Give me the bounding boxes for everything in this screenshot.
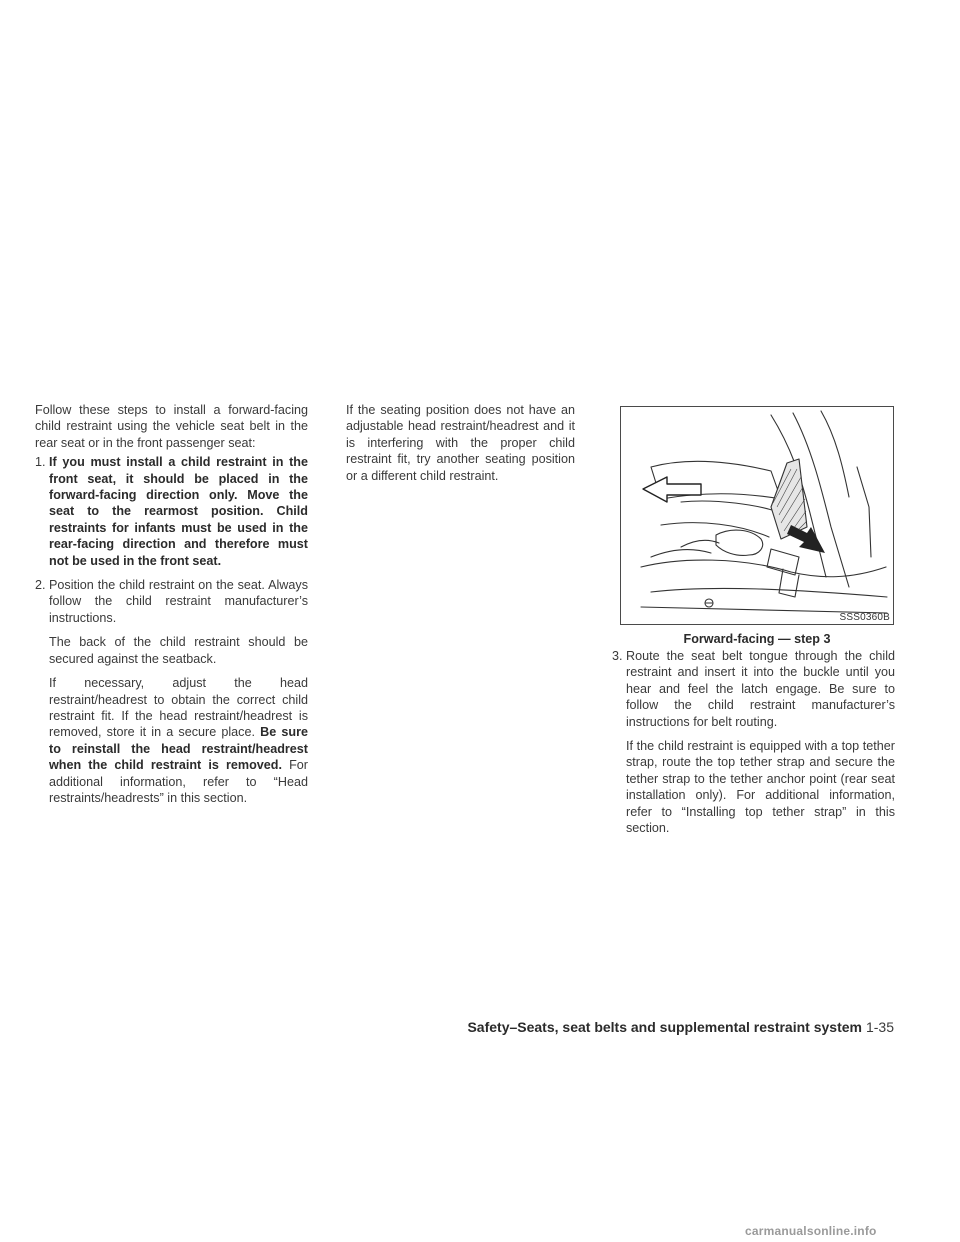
step-3-para-1: Route the seat belt tongue through the child restraint and insert it into the buckle until you hear and feel the latch engage. Be sure to follow the child restraint manufacturer’s instructions for belt routing. (626, 649, 895, 729)
step-2-warning: Be sure to reinstall the head restraint/headrest when the child restraint is removed. (49, 725, 309, 773)
step-1 (35, 454, 308, 569)
step-2 (35, 577, 308, 806)
figure-code: SSS0360B (839, 612, 890, 623)
section-title: Safety–Seats, seat belts and supplemental restraint system (467, 1019, 862, 1035)
pull-arrow-icon (787, 525, 825, 553)
step-3-number: 3. (612, 649, 623, 663)
watermark: carmanualsonline.info (745, 1224, 877, 1238)
intro-paragraph: Follow these steps to install a forward-facing child restraint using the vehicle seat belt in the rear seat or in the front passenger seat: (35, 403, 308, 450)
step-2-number: 2. (35, 578, 46, 593)
step-2-para-1: Position the child restraint on the seat. Always follow the child restraint manufacturer’s instructions. (49, 578, 308, 625)
column-2-paragraph: If the seating position does not have an adjustable head restraint/headrest and it is interfering with the proper child restraint fit, try another seating position or a different child restraint. (346, 403, 575, 483)
child-restraint-drawing (621, 407, 893, 624)
step-3 (612, 648, 895, 836)
step-1-text: If you must install a child restraint in the front seat, it should be placed in the forward-facing direction only. Move the seat to the rearmost position. Child restraints for infants must be used in the rear-facing direction and therefore must not be used in the front seat. (49, 455, 308, 568)
page-number: 1-35 (865, 1019, 894, 1035)
column-1 (35, 402, 308, 814)
column-2 (346, 402, 575, 484)
figure-caption: Forward-facing — step 3 (683, 632, 831, 646)
step-2-para-3-text: If necessary, adjust the head restraint/headrest to obtain the correct child restraint fit. If the head restraint/headrest is removed, store it in a secure place. (49, 676, 308, 740)
column-3 (612, 648, 895, 844)
seat-belt-illustration (620, 406, 894, 625)
step-3-para-2: If the child restraint is equipped with a top tether strap, route the top tether strap and secure the tether strap to the tether anchor point (rear seat installation only). For additional information, refer to “Installing top tether strap” in this section. (626, 739, 895, 836)
direction-arrow-icon (643, 477, 701, 502)
page-footer (467, 1019, 894, 1035)
step-1-number: 1. (35, 455, 46, 470)
step-2-para-3 (49, 675, 308, 806)
step-2-reference: For additional information, refer to “Head restraints/headrests” in this section. (49, 758, 308, 805)
step-2-para-2: The back of the child restraint should be secured against the seatback. (49, 635, 308, 666)
